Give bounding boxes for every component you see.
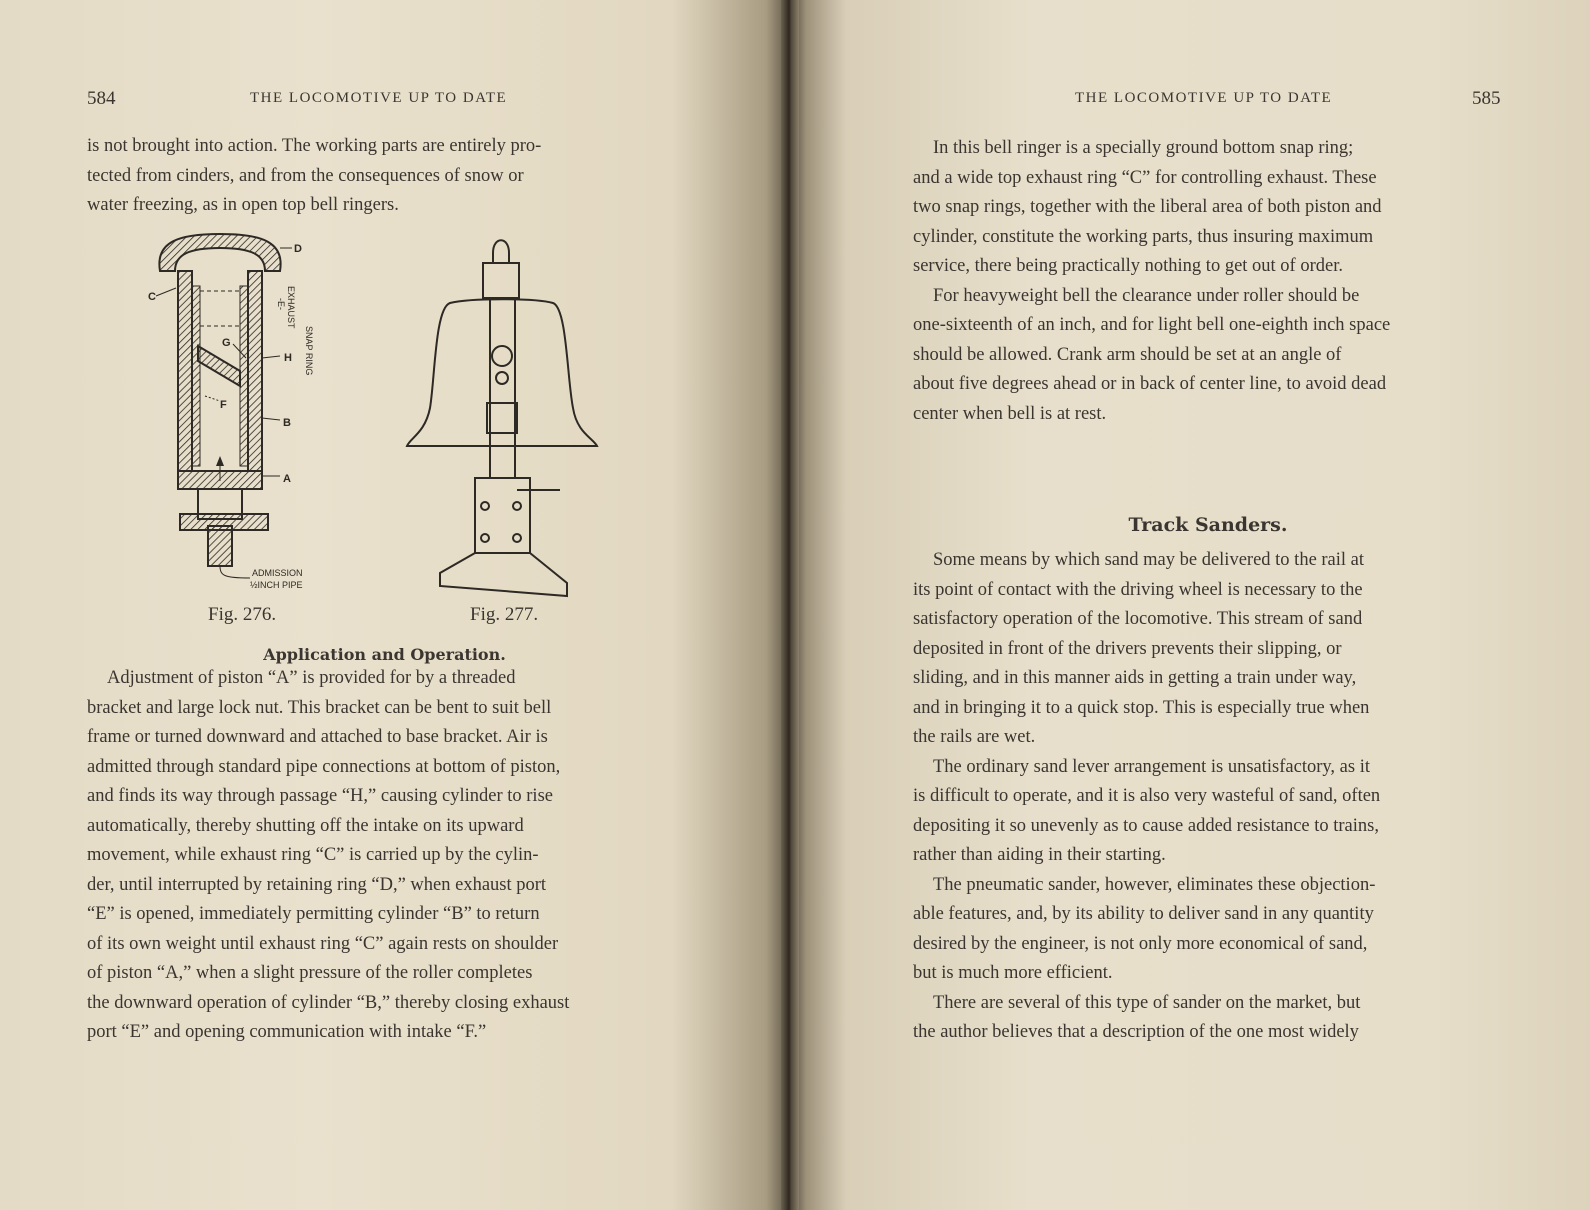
figure-label-admission: ADMISSION: [252, 568, 303, 578]
figure-276-caption: Fig. 276.: [208, 604, 277, 625]
text-line: port “E” and opening communication with intake “F.”: [87, 1022, 487, 1042]
figure-277-illustration: [405, 228, 605, 608]
right-page-number: 585: [1472, 88, 1501, 109]
text-line: about five degrees ahead or in back of center line, to avoid dead: [913, 374, 1387, 394]
figure-label-d: D: [294, 243, 302, 255]
text-line: In this bell ringer is a specially ground bottom snap ring;: [933, 138, 1354, 158]
text-line: The pneumatic sander, however, eliminates these objection-: [933, 874, 1376, 895]
text-line: of piston “A,” when a slight pressure of the roller completes: [87, 963, 533, 983]
text-line: able features, and, by its ability to deliver sand in any quantity: [913, 904, 1374, 924]
right-running-head: THE LOCOMOTIVE UP TO DATE: [1075, 90, 1333, 106]
figure-276-illustration: [140, 226, 340, 606]
text-line: is difficult to operate, and it is also very wasteful of sand, often: [913, 786, 1381, 806]
text-line: Adjustment of piston “A” is provided for by a threaded: [107, 668, 516, 688]
figure-label-exhaust: EXHAUST: [286, 286, 296, 329]
text-line: center when bell is at rest.: [913, 403, 1107, 424]
left-intro-text: [87, 132, 682, 221]
text-line: movement, while exhaust ring “C” is carried up by the cylin-: [87, 845, 539, 865]
text-line: is not brought into action. The working parts are entirely pro-: [87, 136, 542, 156]
text-line: depositing it so unevenly as to cause added resistance to trains,: [913, 815, 1379, 836]
text-line: There are several of this type of sander on the market, but: [933, 992, 1361, 1013]
text-line: should be allowed. Crank arm should be set at an angle of: [913, 344, 1342, 365]
figure-label-g: G: [222, 337, 231, 349]
text-line: cylinder, constitute the working parts, thus insuring maximum: [913, 226, 1374, 247]
left-running-head: THE LOCOMOTIVE UP TO DATE: [250, 90, 508, 106]
text-line: desired by the engineer, is not only more economical of sand,: [913, 933, 1368, 954]
figure-label-c: C: [148, 291, 156, 303]
right-page: [790, 0, 1590, 1210]
text-line: “E” is opened, immediately permitting cylinder “B” to return: [87, 904, 540, 924]
figure-277-caption: Fig. 277.: [470, 604, 539, 625]
text-line: and a wide top exhaust ring “C” for controlling exhaust. These: [913, 167, 1377, 188]
figure-label-a: A: [283, 473, 291, 485]
figure-label-f: F: [220, 399, 227, 411]
text-line: service, there being practically nothing to get out of order.: [913, 256, 1343, 276]
left-body-text: [87, 664, 682, 1048]
text-line: tected from cinders, and from the consequences of snow or: [87, 165, 524, 186]
right-text-top: [913, 134, 1503, 429]
text-line: automatically, thereby shutting off the intake on its upward: [87, 815, 524, 836]
text-line: but is much more efficient.: [913, 963, 1113, 983]
text-line: admitted through standard pipe connections at bottom of piston,: [87, 756, 561, 777]
text-line: and finds its way through passage “H,” causing cylinder to rise: [87, 786, 553, 806]
text-line: its point of contact with the driving wheel is necessary to the: [913, 579, 1363, 600]
text-line: of its own weight until exhaust ring “C” again rests on shoulder: [87, 933, 559, 954]
text-line: deposited in front of the drivers prevents their slipping, or: [913, 638, 1342, 659]
text-line: sliding, and in this manner aids in getting a train under way,: [913, 668, 1357, 688]
text-line: the rails are wet.: [913, 727, 1036, 747]
text-line: Some means by which sand may be delivered to the rail at: [933, 550, 1365, 570]
figure-label-b: B: [283, 417, 291, 429]
text-line: satisfactory operation of the locomotive. This stream of sand: [913, 609, 1363, 629]
text-line: water freezing, as in open top bell ringers.: [87, 195, 399, 215]
text-line: the author believes that a description of the one most widely: [913, 1022, 1359, 1042]
text-line: frame or turned downward and attached to base bracket. Air is: [87, 727, 548, 747]
figure-label-pipe: ½INCH PIPE: [250, 580, 303, 590]
text-line: der, until interrupted by retaining ring “D,” when exhaust port: [87, 874, 547, 895]
left-page-number: 584: [87, 88, 116, 109]
book-gutter: [781, 0, 799, 1210]
section-heading-application: Application and Operation.: [263, 645, 506, 664]
text-line: The ordinary sand lever arrangement is unsatisfactory, as it: [933, 756, 1370, 777]
text-line: and in bringing it to a quick stop. This is especially true when: [913, 697, 1370, 718]
text-line: two snap rings, together with the liberal area of both piston and: [913, 197, 1382, 217]
text-line: For heavyweight bell the clearance under roller should be: [933, 285, 1360, 306]
text-line: the downward operation of cylinder “B,” thereby closing exhaust: [87, 992, 570, 1013]
right-text-bottom: [913, 546, 1503, 1048]
figure-label-h: H: [284, 352, 292, 364]
section-heading-track-sanders: Track Sanders.: [1128, 514, 1288, 536]
text-line: one-sixteenth of an inch, and for light bell one-eighth inch space: [913, 315, 1391, 335]
left-page: [0, 0, 790, 1210]
text-line: rather than aiding in their starting.: [913, 845, 1166, 865]
text-line: bracket and large lock nut. This bracket can be bent to suit bell: [87, 697, 552, 718]
figure-label-snap-ring: SNAP RING: [304, 326, 314, 376]
figure-label-e: -E-: [276, 298, 286, 310]
